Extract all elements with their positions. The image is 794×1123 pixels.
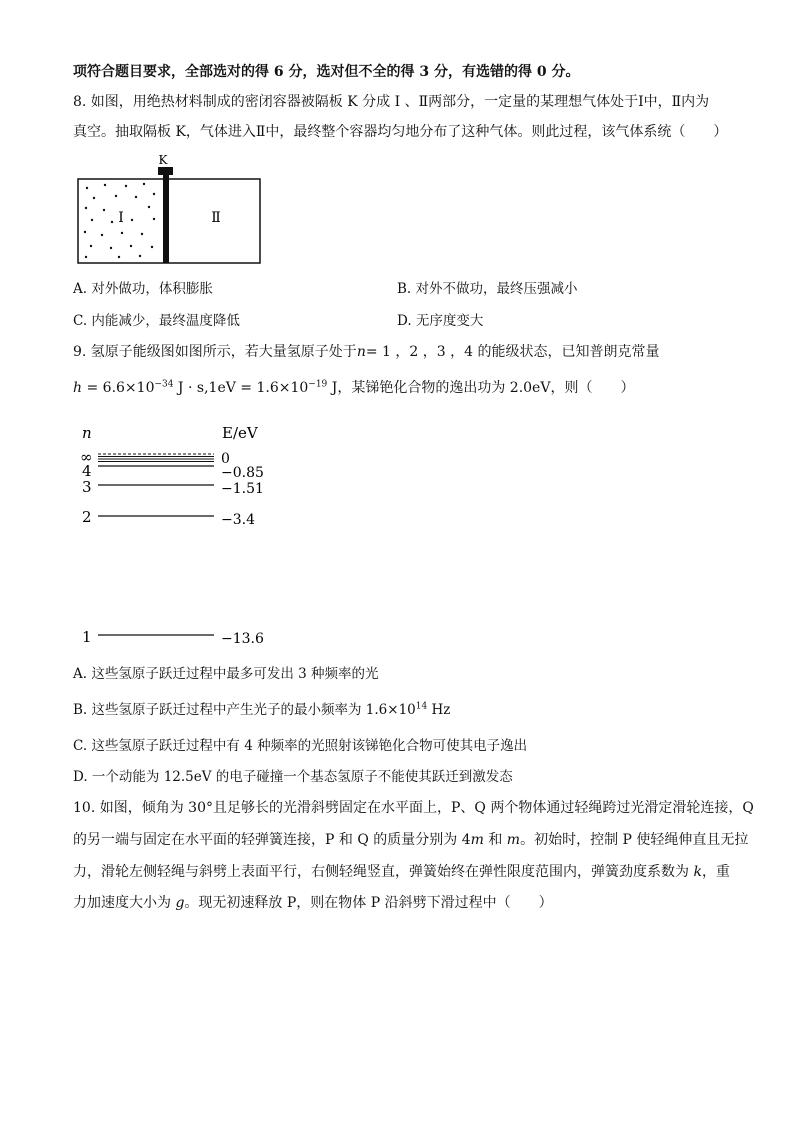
level-e-1: −13.6	[221, 631, 264, 647]
q9-stem-line2	[73, 378, 634, 398]
q10-line3-pre: 力，滑轮左侧轻绳与斜劈上表面平行，右侧轻绳竖直，弹簧始终在弹性限度范围内，弹簧劲度系数为	[73, 864, 694, 880]
q9-stem-line1	[73, 342, 659, 362]
q8-option-d[interactable]: D. 无序度变大	[397, 313, 484, 329]
q9-var-n: n	[356, 344, 366, 360]
q8-container-figure	[74, 150, 264, 266]
level-e-3: −1.51	[221, 481, 264, 497]
q10-stem-line2	[73, 830, 748, 850]
q10-line4-post: 。现无初速释放 P，则在物体 P 沿斜劈下滑过程中（ ）	[184, 895, 553, 911]
q10-line2-post: 。初始时，控制 P 使轻绳伸直且无拉	[520, 832, 749, 848]
q9-option-b[interactable]	[73, 700, 450, 720]
region-label-1: Ⅰ	[118, 210, 124, 226]
q9-option-b-post: Hz	[427, 702, 451, 718]
q8-option-b[interactable]: B. 对外不做功，最终压强减小	[397, 281, 578, 297]
q10-line2-pre: 的另一端与固定在水平面的轻弹簧连接，P 和 Q 的质量分别为 4	[73, 832, 471, 848]
q9-option-d[interactable]: D. 一个动能为 12.5eV 的电子碰撞一个基态氢原子不能使其跃迁到激发态	[73, 769, 513, 785]
q8-stem-line2: 真空。抽取隔板 K，气体进入Ⅱ中，最终整个容器均匀地分布了这种气体。则此过程，该气体系统（ ）	[73, 124, 728, 140]
level-n-3: 3	[82, 478, 92, 496]
energy-level-diagram	[74, 418, 284, 650]
q9-exp-1: −34	[154, 379, 174, 390]
axis-label-n: n	[82, 424, 92, 442]
q10-var-g: g	[175, 895, 185, 911]
q9-option-a[interactable]: A. 这些氢原子跃迁过程中最多可发出 3 种频率的光	[73, 666, 379, 682]
q10-stem-line3	[73, 862, 730, 882]
q8-option-c[interactable]: C. 内能减少，最终温度降低	[73, 313, 240, 329]
q10-stem-line4	[73, 893, 553, 913]
partition-label-k: K	[158, 153, 168, 167]
q9-stem-line1-pre: 9. 氢原子能级图如图所示，若大量氢原子处于	[73, 344, 357, 360]
region-label-2: Ⅱ	[211, 210, 221, 226]
section-instruction: 项符合题目要求，全部选对的得 6 分，选对但不全的得 3 分，有选错的得 0 分。	[73, 64, 580, 80]
level-e-2: −3.4	[221, 512, 255, 528]
q10-line2-mid: 和	[483, 832, 507, 848]
q10-var-m2: m	[506, 832, 521, 848]
level-n-2: 2	[82, 508, 92, 526]
level-n-1: 1	[82, 628, 92, 646]
q9-exp-2: −19	[308, 379, 328, 390]
q8-stem-line1: 8. 如图，用绝热材料制成的密闭容器被隔板 K 分成 Ⅰ 、Ⅱ两部分，一定量的某理想气体处于Ⅰ中，Ⅱ内为	[73, 94, 710, 110]
q9-stem-line2-c: J，某锑铯化合物的逸出功为 2.0eV，则（ ）	[327, 380, 635, 396]
q9-stem-line1-post: = 1 ，2 ，3 ，4 的能级状态，已知普朗克常量	[365, 344, 660, 360]
q10-stem-line1: 10. 如图，倾角为 30°且足够长的光滑斜劈固定在水平面上，P、Q 两个物体通过轻绳跨过光滑定滑轮连接，Q	[73, 800, 754, 816]
level-e-inf: 0	[221, 451, 230, 467]
q8-option-a[interactable]: A. 对外做功，体积膨胀	[73, 281, 213, 297]
q10-line4-pre: 力加速度大小为	[73, 895, 176, 911]
q9-option-c[interactable]: C. 这些氢原子跃迁过程中有 4 种频率的光照射该锑铯化合物可使其电子逸出	[73, 738, 528, 754]
axis-label-energy: E/eV	[222, 424, 258, 442]
level-n-inf: ∞	[80, 448, 93, 466]
q9-var-h: h	[73, 380, 83, 396]
q10-var-k: k	[693, 864, 702, 880]
q10-var-m1: m	[470, 832, 484, 848]
q9-option-b-exp: 14	[415, 701, 428, 712]
q10-line3-post: ，重	[701, 864, 730, 880]
level-e-4: −0.85	[221, 465, 264, 481]
q9-option-b-pre: B. 这些氢原子跃迁过程中产生光子的最小频率为 1.6×10	[73, 702, 416, 718]
q9-stem-line2-b: J · s,1eV = 1.6×10	[173, 380, 309, 396]
level-n-4: 4	[82, 462, 92, 480]
q9-stem-line2-a: = 6.6×10	[82, 380, 155, 396]
